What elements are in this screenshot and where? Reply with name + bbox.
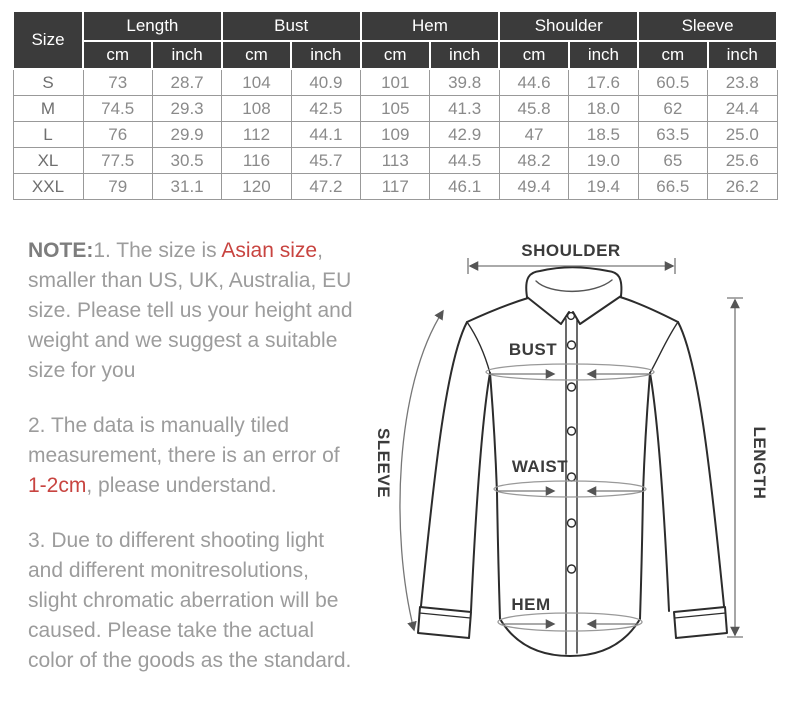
table-cell: 46.1	[430, 174, 499, 200]
table-cell: 42.9	[430, 122, 499, 148]
table-cell: 104	[222, 69, 291, 96]
hem-group-header: Hem	[361, 11, 500, 41]
unit-header-cm: cm	[499, 41, 568, 69]
table-cell: 79	[83, 174, 152, 200]
table-cell: 49.4	[499, 174, 568, 200]
table-row-s	[13, 69, 777, 96]
table-cell: 31.1	[152, 174, 221, 200]
shoulder-label: SHOULDER	[521, 241, 621, 260]
table-cell: 39.8	[430, 69, 499, 96]
unit-header-inch: inch	[708, 41, 777, 69]
unit-header-inch: inch	[430, 41, 499, 69]
size-label: XXL	[13, 174, 83, 200]
bust-group-header: Bust	[222, 11, 361, 41]
table-cell: 105	[361, 96, 430, 122]
unit-header-inch: inch	[291, 41, 360, 69]
length-label: LENGTH	[750, 426, 769, 500]
table-cell: 74.5	[83, 96, 152, 122]
note-2: 2. The data is manually tiled measurement, there is an error of 1-2cm, please understand.	[28, 414, 340, 497]
table-cell: 109	[361, 122, 430, 148]
table-cell: 40.9	[291, 69, 360, 96]
size-label: M	[13, 96, 83, 122]
shirt-outline	[418, 267, 727, 656]
unit-header-inch: inch	[152, 41, 221, 69]
unit-header-cm: cm	[361, 41, 430, 69]
table-cell: 47.2	[291, 174, 360, 200]
note-prefix: NOTE:	[28, 239, 94, 262]
table-cell: 113	[361, 148, 430, 174]
size-label: L	[13, 122, 83, 148]
table-cell: 45.8	[499, 96, 568, 122]
table-cell: 42.5	[291, 96, 360, 122]
table-cell: 45.7	[291, 148, 360, 174]
table-cell: 62	[638, 96, 707, 122]
bust-label: BUST	[508, 340, 558, 359]
size-label: S	[13, 69, 83, 96]
table-cell: 24.4	[708, 96, 777, 122]
table-cell: 117	[361, 174, 430, 200]
sleeve-group-header: Sleeve	[638, 11, 777, 41]
table-cell: 44.1	[291, 122, 360, 148]
length-group-header: Length	[83, 11, 222, 41]
table-cell: 19.4	[569, 174, 638, 200]
table-cell: 29.3	[152, 96, 221, 122]
notes-section	[28, 236, 356, 701]
asian-size-highlight: Asian size	[221, 239, 318, 262]
size-chart-table	[12, 10, 778, 200]
unit-header-cm: cm	[83, 41, 152, 69]
table-cell: 108	[222, 96, 291, 122]
table-cell: 48.2	[499, 148, 568, 174]
table-cell: 17.6	[569, 69, 638, 96]
sleeve-label: SLEEVE	[374, 427, 393, 499]
table-cell: 116	[222, 148, 291, 174]
table-cell: 41.3	[430, 96, 499, 122]
table-cell: 66.5	[638, 174, 707, 200]
table-cell: 76	[83, 122, 152, 148]
size-column-header: Size	[13, 11, 83, 69]
hem-ellipse	[498, 613, 642, 631]
table-row-xxl	[13, 174, 777, 200]
shirt-measurement-diagram	[350, 225, 790, 693]
note-3: 3. Due to different shooting light and different monitresolutions, slight chromatic aberration will be caused. Please take the actual color of the goods as the standard.	[28, 529, 352, 672]
table-row-l	[13, 122, 777, 148]
table-cell: 30.5	[152, 148, 221, 174]
table-cell: 77.5	[83, 148, 152, 174]
unit-header-inch: inch	[569, 41, 638, 69]
hem-label: HEM	[511, 595, 551, 614]
table-cell: 101	[361, 69, 430, 96]
waist-label: WAIST	[511, 457, 569, 476]
table-row-m	[13, 96, 777, 122]
table-cell: 44.6	[499, 69, 568, 96]
table-cell: 44.5	[430, 148, 499, 174]
table-row-xl	[13, 148, 777, 174]
table-cell: 28.7	[152, 69, 221, 96]
table-cell: 18.5	[569, 122, 638, 148]
table-cell: 120	[222, 174, 291, 200]
shoulder-group-header: Shoulder	[499, 11, 638, 41]
table-cell: 63.5	[638, 122, 707, 148]
size-label: XL	[13, 148, 83, 174]
table-cell: 25.0	[708, 122, 777, 148]
table-cell: 26.2	[708, 174, 777, 200]
table-cell: 19.0	[569, 148, 638, 174]
table-cell: 60.5	[638, 69, 707, 96]
table-cell: 18.0	[569, 96, 638, 122]
bust-ellipse	[486, 364, 654, 380]
error-range-highlight: 1-2cm	[28, 474, 87, 497]
note-1: NOTE:1. The size is Asian size, smaller than US, UK, Australia, EU size. Please tell us your height and weight and we suggest a suitable size for you	[28, 239, 353, 382]
table-cell: 65	[638, 148, 707, 174]
table-cell: 23.8	[708, 69, 777, 96]
unit-header-cm: cm	[638, 41, 707, 69]
collar-button	[568, 313, 575, 320]
table-cell: 47	[499, 122, 568, 148]
table-cell: 29.9	[152, 122, 221, 148]
measurement-lines	[400, 258, 743, 637]
table-cell: 112	[222, 122, 291, 148]
unit-header-cm: cm	[222, 41, 291, 69]
table-cell: 73	[83, 69, 152, 96]
waist-ellipse	[494, 481, 646, 497]
shirt-buttons	[568, 341, 576, 573]
table-cell: 25.6	[708, 148, 777, 174]
